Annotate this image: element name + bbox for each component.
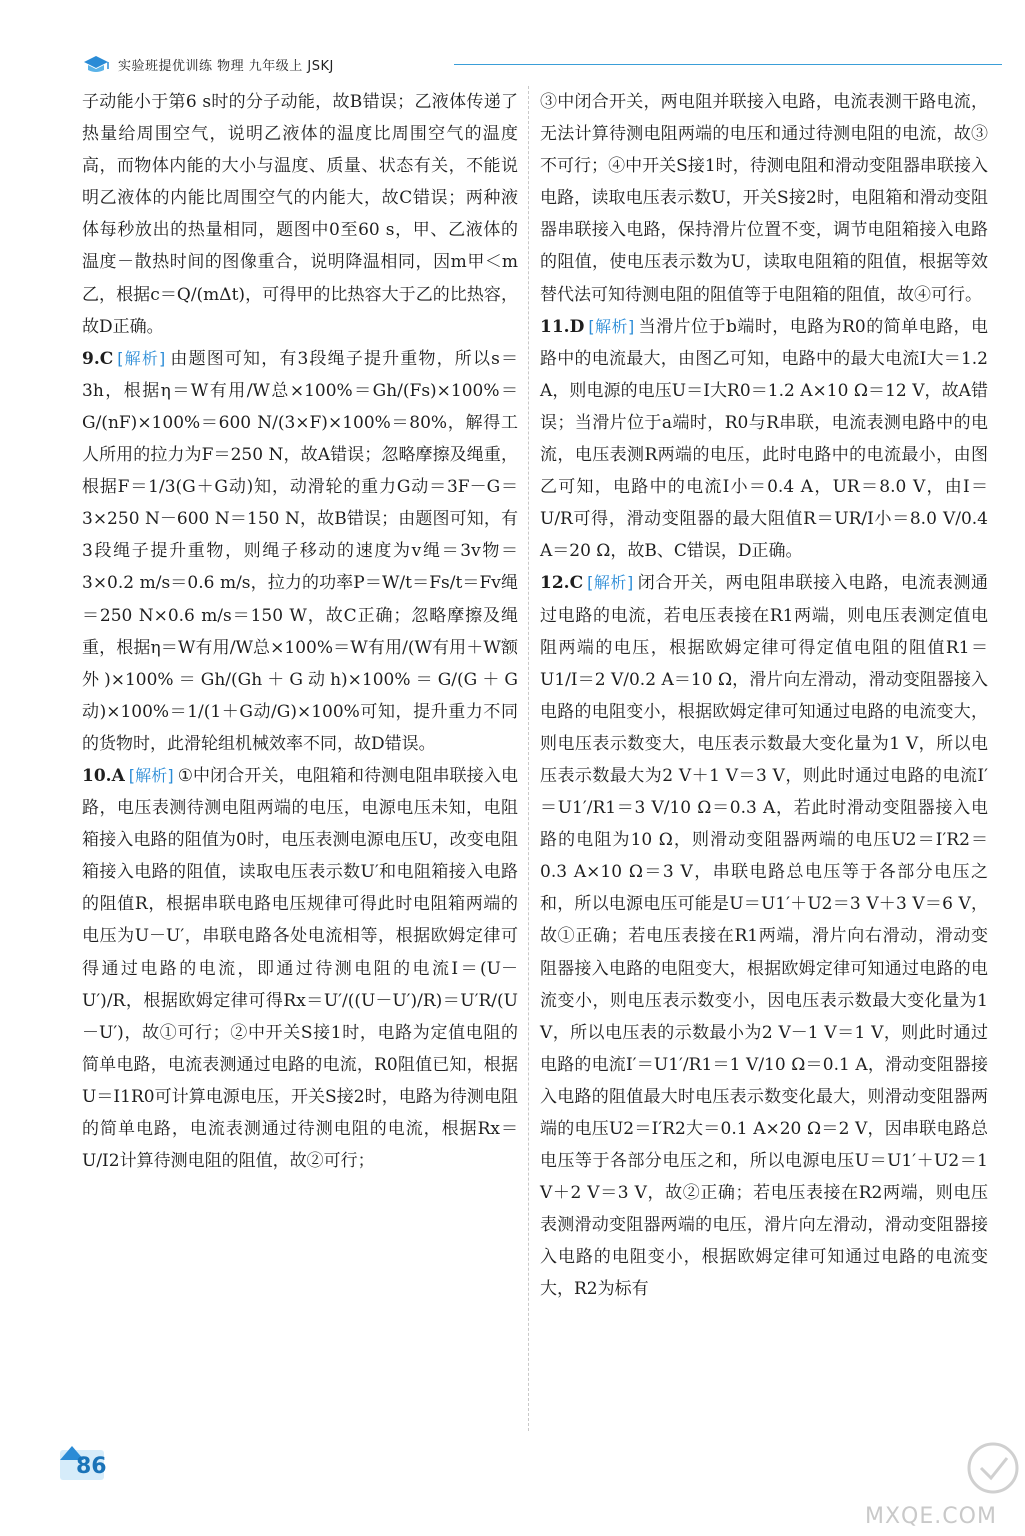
item-answer: A bbox=[111, 765, 125, 786]
paragraph: ③中闭合开关，两电阻并联接入电路，电流表测干路电流，无法计算待测电阻两端的电压和通过待测电阻的电流，故③不可行；④中开关S接1时，待测电阻和滑动变阻器串联接入电路，读取电压表示数U，开关S接2时，电阻箱和滑动变阻器串联接入电路，保持滑片位置不变，调节电阻箱接入电路的阻值，使电压表示数为U，读取电阻箱的阻值，根据等效替代法可知待测电阻的阻值等于电阻箱的阻值，故④可行。 bbox=[540, 92, 988, 305]
item-text: 当滑片位于b端时，电路为R0的简单电路，电路中的电流最大，由图乙可知，电路中的最大电流I大＝1.2 A，则电源的电压U＝I大R0＝1.2 A×10 Ω＝12 V，故A错误；当滑片位于a端时，R0与R串联，电流表测电路中的电流，电压表测R两端的电压，此时电路中的电流最小，由图乙可知，电路中的电流I小＝0.4 A，UR＝8.0 V，由I＝U/R可得，滑动变阻器的最大阻值R＝UR/I小＝8.0 V/0.4 A＝20 Ω，故B、C错误，D正确。 bbox=[540, 316, 988, 562]
item-number: 11. bbox=[540, 316, 570, 337]
header-title: 实验班提优训练 物理 九年级上 JSKJ bbox=[118, 59, 334, 74]
answer-item bbox=[82, 343, 518, 760]
analysis-tag: [解析] bbox=[587, 573, 634, 593]
paragraph: 子动能小于第6 s时的分子动能，故B错误；乙液体传递了热量给周围空气，说明乙液体的温度比周围空气的温度高，而物体内能的大小与温度、质量、状态有关，不能说明乙液体的内能比周围空气的内能大，故C错误；两种液体每秒放出的热量相同，题图中0至60 s，甲、乙液体的温度－散热时间的图像重合，说明降温相同，因m甲＜m乙，根据c＝Q/(mΔt)，可得甲的比热容大于乙的比热容，故D正确。 bbox=[82, 92, 518, 337]
answer-item bbox=[540, 311, 988, 568]
page-number-badge bbox=[60, 1446, 110, 1482]
column-divider bbox=[528, 86, 529, 1431]
watermark-text: MXQE.COM bbox=[865, 1504, 997, 1529]
item-text: ①中闭合开关，电阻箱和待测电阻串联接入电路，电压表测待测电阻两端的电压，电源电压未知，电阻箱接入电路的阻值为0时，电压表测电源电压U，改变电阻箱接入电路的阻值，读取电压表示数U′和电阻箱接入电路的阻值R，根据串联电路电压规律可得此时电阻箱两端的电压为U－U′，串联电路各处电流相等，根据欧姆定律可得通过电路的电流，即通过待测电阻的电流I＝(U－U′)/R，根据欧姆定律可得Rx＝U′/((U－U′)/R)＝U′R/(U－U′)，故①可行；②中开关S接1时，电路为定值电阻的简单电路，电流表测通过电路的电流，R0阻值已知，根据U＝I1R0可计算电源电压，开关S接2时，电路为待测电阻的简单电路，电流表测通过待测电阻的电流，根据Rx＝U/I2计算待测电阻的阻值，故②可行； bbox=[82, 765, 518, 1172]
header-rule bbox=[454, 64, 1002, 65]
analysis-tag: [解析] bbox=[128, 765, 174, 785]
watermark bbox=[843, 1438, 1023, 1534]
item-text: 由题图可知，有3段绳子提升重物，所以s＝3h，根据η＝W有用/W总×100%＝Gh/(Fs)×100%＝G/(nF)×100%＝600 N/(3×F)×100%＝80%，解得工人所用的拉力为F＝250 N，故A错误；忽略摩擦及绳重，根据F＝1/3(G＋G动)知，动滑轮的重力G动＝3F－G＝3×250 N－600 N＝150 N，故B错误；由题图可知，有3段绳子提升重物，则绳子移动的速度为v绳＝3v物＝3×0.2 m/s＝0.6 m/s，拉力的功率P＝W/t＝Fs/t＝Fv绳＝250 N×0.6 m/s＝150 W，故C正确；忽略摩擦及绳重，根据η＝W有用/W总×100%＝W有用/(W有用＋W额外)×100%＝Gh/(Gh＋G动h)×100%＝G/(G＋G动)×100%＝1/(1＋G动/G)×100%可知，提升重力不同的货物时，此滑轮组机械效率不同，故D错误。 bbox=[82, 348, 518, 754]
answer-item bbox=[82, 760, 518, 1177]
answer-item bbox=[540, 567, 988, 1305]
item-number: 9. bbox=[82, 348, 100, 369]
page-header bbox=[82, 52, 1002, 76]
item-number: 12. bbox=[540, 573, 570, 594]
right-column bbox=[540, 86, 988, 1306]
item-answer: C bbox=[99, 348, 114, 369]
analysis-tag: [解析] bbox=[117, 348, 166, 368]
item-text: 闭合开关，两电阻串联接入电路，电流表测通过电路的电流，若电压表接在R1两端，则电压表测定值电阻两端的电压，根据欧姆定律可得定值电阻的阻值R1＝U1/I＝2 V/0.2 A＝10 Ω，滑片向左滑动，滑动变阻器接入电路的电阻变小，根据欧姆定律可知通过电路的电流变大，则电压表示数变大，电压表示数最大变化量为1 V，所以电压表示数最大为2 V＋1 V＝3 V，则此时通过电路的电流I′＝U1′/R1＝3 V/10 Ω＝0.3 A，若此时滑动变阻器接入电路的电阻为10 Ω，则滑动变阻器两端的电压U2＝I′R2＝0.3 A×10 Ω＝3 V，串联电路总电压等于各部分电压之和，所以电源电压可能是U＝U1′＋U2＝3 V＋3 V＝6 V，故①正确；若电压表接在R1两端，滑片向右滑动，滑动变阻器接入电路的电阻变大，根据欧姆定律可知通过电路的电流变小，则电压表示数变小，因电压表示数最大变化量为1 V，所以电压表的示数最小为2 V－1 V＝1 V，则此时通过电路的电流I′＝U1′/R1＝1 V/10 Ω＝0.1 A，滑动变阻器接入电路的阻值最大时电压表示数变化最大，则滑动变阻器两端的电压U2＝I′R2大＝0.1 A×20 Ω＝2 V，因串联电路总电压等于各部分电压之和，所以电源电压U＝U1′＋U2＝1 V＋2 V＝3 V，故②正确；若电压表接在R2两端，则电压表测滑动变阻器两端的电压，滑片向左滑动，滑动变阻器接入电路的电阻变小，根据欧姆定律可知通过电路的电流变大，R2为标有 bbox=[540, 573, 989, 1300]
item-number: 10. bbox=[82, 765, 112, 786]
item-answer: C bbox=[569, 573, 584, 594]
watermark-logo-icon bbox=[843, 1438, 1023, 1504]
left-column bbox=[82, 86, 518, 1177]
book-logo-icon bbox=[82, 52, 110, 74]
item-answer: D bbox=[569, 316, 585, 337]
analysis-tag: [解析] bbox=[588, 316, 635, 336]
page-number: 86 bbox=[76, 1454, 107, 1479]
